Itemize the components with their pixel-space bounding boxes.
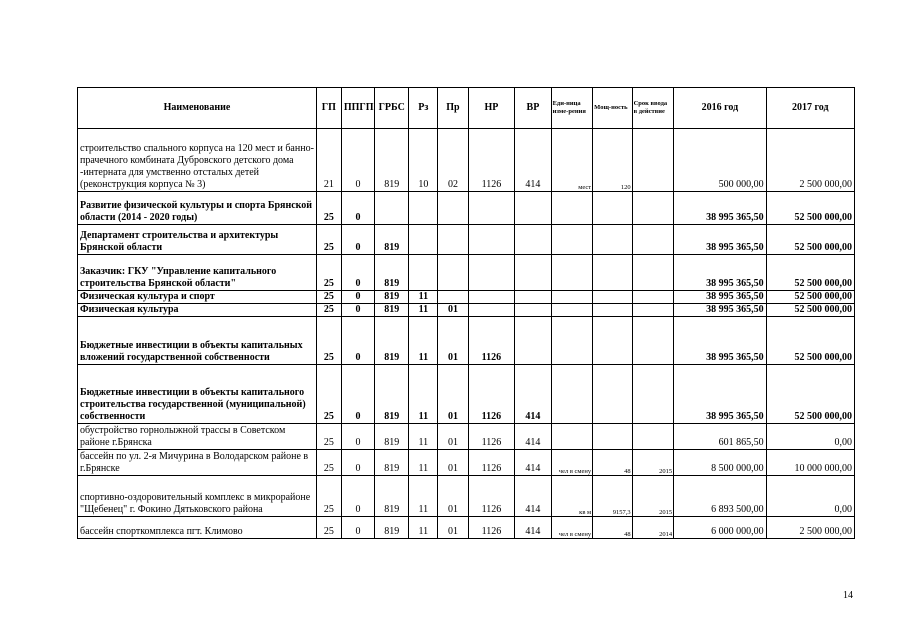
row-name-cell: Развитие физической культуры и спорта Брянской области (2014 - 2020 годы): [78, 192, 317, 225]
ppgp-cell: 0: [341, 365, 374, 424]
term-cell: [632, 255, 674, 291]
table-row: [78, 424, 855, 450]
term-cell: 2014: [632, 517, 674, 539]
amount-2016-cell: 38 995 365,50: [674, 291, 766, 304]
amount-2017-cell: 2 500 000,00: [766, 517, 854, 539]
amount-2016-cell: 38 995 365,50: [674, 304, 766, 317]
table-row: [78, 225, 855, 255]
gp-cell: 25: [316, 476, 341, 517]
rz-cell: 10: [409, 129, 438, 192]
ppgp-cell: 0: [341, 255, 374, 291]
col-unit: Еди-ница изме-рения: [551, 88, 593, 129]
vr-cell: [515, 304, 551, 317]
table-row: [78, 129, 855, 192]
grbs-cell: 819: [375, 255, 409, 291]
power-cell: 120: [593, 129, 632, 192]
row-name-cell: обустройство горнолыжной трассы в Советском районе г.Брянска: [78, 424, 317, 450]
gp-cell: 25: [316, 450, 341, 476]
amount-2017-cell: 52 500 000,00: [766, 304, 854, 317]
ppgp-cell: 0: [341, 424, 374, 450]
pr-cell: [438, 255, 468, 291]
amount-2017-cell: 52 500 000,00: [766, 225, 854, 255]
term-cell: [632, 304, 674, 317]
grbs-cell: [375, 192, 409, 225]
table-row: [78, 317, 855, 365]
row-name-cell: строительство спального корпуса на 120 мест и банно-прачечного комбината Дубровского детского дома -интерната для умственно отсталых детей (реконструкция корпуса № 3): [78, 129, 317, 192]
col-nr: НР: [468, 88, 515, 129]
unit-cell: мест: [551, 129, 593, 192]
col-power: Мощ-ность: [593, 88, 632, 129]
table-row: [78, 255, 855, 291]
unit-cell: [551, 317, 593, 365]
header-row: [78, 88, 855, 129]
unit-cell: [551, 304, 593, 317]
row-name-cell: бассейн спорткомплекса пгт. Климово: [78, 517, 317, 539]
amount-2016-cell: 38 995 365,50: [674, 255, 766, 291]
grbs-cell: 819: [375, 365, 409, 424]
unit-cell: [551, 424, 593, 450]
rz-cell: [409, 255, 438, 291]
grbs-cell: 819: [375, 129, 409, 192]
table-row: [78, 192, 855, 225]
col-term: Срок ввода в действие: [632, 88, 674, 129]
nr-cell: 1126: [468, 450, 515, 476]
gp-cell: 25: [316, 424, 341, 450]
gp-cell: 25: [316, 517, 341, 539]
row-name-cell: бассейн по ул. 2-я Мичурина в Володарском районе в г.Брянске: [78, 450, 317, 476]
power-cell: 48: [593, 450, 632, 476]
ppgp-cell: 0: [341, 291, 374, 304]
nr-cell: 1126: [468, 476, 515, 517]
row-name-cell: Заказчик: ГКУ "Управление капитального строительства Брянской области": [78, 255, 317, 291]
grbs-cell: 819: [375, 450, 409, 476]
term-cell: 2015: [632, 450, 674, 476]
row-name-cell: Физическая культура: [78, 304, 317, 317]
vr-cell: 414: [515, 517, 551, 539]
amount-2016-cell: 38 995 365,50: [674, 192, 766, 225]
power-cell: 9157,3: [593, 476, 632, 517]
ppgp-cell: 0: [341, 450, 374, 476]
nr-cell: [468, 291, 515, 304]
vr-cell: [515, 192, 551, 225]
nr-cell: 1126: [468, 365, 515, 424]
pr-cell: 01: [438, 424, 468, 450]
amount-2017-cell: 52 500 000,00: [766, 317, 854, 365]
table-row: [78, 304, 855, 317]
amount-2016-cell: 6 000 000,00: [674, 517, 766, 539]
vr-cell: 414: [515, 129, 551, 192]
nr-cell: 1126: [468, 517, 515, 539]
rz-cell: 11: [409, 424, 438, 450]
gp-cell: 25: [316, 304, 341, 317]
rz-cell: 11: [409, 517, 438, 539]
grbs-cell: 819: [375, 225, 409, 255]
col-vr: ВР: [515, 88, 551, 129]
col-gp: ГП: [316, 88, 341, 129]
gp-cell: 25: [316, 365, 341, 424]
grbs-cell: 819: [375, 476, 409, 517]
power-cell: [593, 424, 632, 450]
unit-cell: [551, 192, 593, 225]
ppgp-cell: 0: [341, 192, 374, 225]
col-2017: 2017 год: [766, 88, 854, 129]
rz-cell: [409, 225, 438, 255]
nr-cell: [468, 255, 515, 291]
table-row: [78, 517, 855, 539]
power-cell: [593, 255, 632, 291]
power-cell: 48: [593, 517, 632, 539]
nr-cell: 1126: [468, 317, 515, 365]
vr-cell: [515, 317, 551, 365]
table-row: [78, 291, 855, 304]
pr-cell: 01: [438, 317, 468, 365]
pr-cell: 01: [438, 304, 468, 317]
row-name-cell: Департамент строительства и архитектуры Брянской области: [78, 225, 317, 255]
ppgp-cell: 0: [341, 517, 374, 539]
row-name-cell: Бюджетные инвестиции в объекты капитального строительства государственной (муниципальной) собственности: [78, 365, 317, 424]
pr-cell: 01: [438, 365, 468, 424]
row-name-cell: Бюджетные инвестиции в объекты капитальных вложений государственной собственности: [78, 317, 317, 365]
amount-2017-cell: 0,00: [766, 476, 854, 517]
ppgp-cell: 0: [341, 225, 374, 255]
unit-cell: чел в смену: [551, 450, 593, 476]
power-cell: [593, 317, 632, 365]
rz-cell: 11: [409, 317, 438, 365]
vr-cell: [515, 255, 551, 291]
term-cell: 2015: [632, 476, 674, 517]
rz-cell: [409, 192, 438, 225]
power-cell: [593, 304, 632, 317]
amount-2017-cell: 52 500 000,00: [766, 192, 854, 225]
amount-2017-cell: 0,00: [766, 424, 854, 450]
term-cell: [632, 317, 674, 365]
term-cell: [632, 365, 674, 424]
amount-2016-cell: 38 995 365,50: [674, 225, 766, 255]
rz-cell: 11: [409, 304, 438, 317]
amount-2016-cell: 38 995 365,50: [674, 317, 766, 365]
pr-cell: [438, 291, 468, 304]
ppgp-cell: 0: [341, 476, 374, 517]
budget-table: [77, 87, 855, 539]
term-cell: [632, 129, 674, 192]
unit-cell: [551, 291, 593, 304]
gp-cell: 25: [316, 192, 341, 225]
amount-2017-cell: 52 500 000,00: [766, 365, 854, 424]
term-cell: [632, 192, 674, 225]
vr-cell: [515, 291, 551, 304]
power-cell: [593, 225, 632, 255]
term-cell: [632, 424, 674, 450]
amount-2016-cell: 601 865,50: [674, 424, 766, 450]
unit-cell: [551, 255, 593, 291]
rz-cell: 11: [409, 365, 438, 424]
gp-cell: 21: [316, 129, 341, 192]
pr-cell: [438, 225, 468, 255]
table-row: [78, 450, 855, 476]
pr-cell: 01: [438, 450, 468, 476]
ppgp-cell: 0: [341, 129, 374, 192]
power-cell: [593, 365, 632, 424]
nr-cell: [468, 304, 515, 317]
col-ppgp: ППГП: [341, 88, 374, 129]
power-cell: [593, 192, 632, 225]
amount-2016-cell: 6 893 500,00: [674, 476, 766, 517]
amount-2017-cell: 2 500 000,00: [766, 129, 854, 192]
rz-cell: 11: [409, 450, 438, 476]
col-name: Наименование: [78, 88, 317, 129]
nr-cell: [468, 192, 515, 225]
nr-cell: 1126: [468, 424, 515, 450]
unit-cell: [551, 365, 593, 424]
vr-cell: 414: [515, 365, 551, 424]
nr-cell: 1126: [468, 129, 515, 192]
ppgp-cell: 0: [341, 304, 374, 317]
page-number: 14: [843, 590, 853, 601]
vr-cell: [515, 225, 551, 255]
amount-2017-cell: 52 500 000,00: [766, 291, 854, 304]
power-cell: [593, 291, 632, 304]
ppgp-cell: 0: [341, 317, 374, 365]
pr-cell: [438, 192, 468, 225]
grbs-cell: 819: [375, 304, 409, 317]
unit-cell: кв м: [551, 476, 593, 517]
amount-2016-cell: 8 500 000,00: [674, 450, 766, 476]
unit-cell: [551, 225, 593, 255]
row-name-cell: спортивно-оздоровительный комплекс в микрорайоне "Щебенец" г. Фокино Дятьковского района: [78, 476, 317, 517]
rz-cell: 11: [409, 291, 438, 304]
rz-cell: 11: [409, 476, 438, 517]
grbs-cell: 819: [375, 517, 409, 539]
amount-2017-cell: 10 000 000,00: [766, 450, 854, 476]
pr-cell: 01: [438, 476, 468, 517]
term-cell: [632, 225, 674, 255]
table-row: [78, 476, 855, 517]
col-2016: 2016 год: [674, 88, 766, 129]
row-name-cell: Физическая культура и спорт: [78, 291, 317, 304]
gp-cell: 25: [316, 291, 341, 304]
grbs-cell: 819: [375, 424, 409, 450]
gp-cell: 25: [316, 317, 341, 365]
amount-2016-cell: 38 995 365,50: [674, 365, 766, 424]
term-cell: [632, 291, 674, 304]
amount-2017-cell: 52 500 000,00: [766, 255, 854, 291]
pr-cell: 01: [438, 517, 468, 539]
vr-cell: 414: [515, 424, 551, 450]
vr-cell: 414: [515, 450, 551, 476]
unit-cell: чел в смену: [551, 517, 593, 539]
grbs-cell: 819: [375, 291, 409, 304]
nr-cell: [468, 225, 515, 255]
amount-2016-cell: 500 000,00: [674, 129, 766, 192]
table-row: [78, 365, 855, 424]
col-rz: Рз: [409, 88, 438, 129]
grbs-cell: 819: [375, 317, 409, 365]
gp-cell: 25: [316, 225, 341, 255]
col-grbs: ГРБС: [375, 88, 409, 129]
gp-cell: 25: [316, 255, 341, 291]
pr-cell: 02: [438, 129, 468, 192]
col-pr: Пр: [438, 88, 468, 129]
vr-cell: 414: [515, 476, 551, 517]
